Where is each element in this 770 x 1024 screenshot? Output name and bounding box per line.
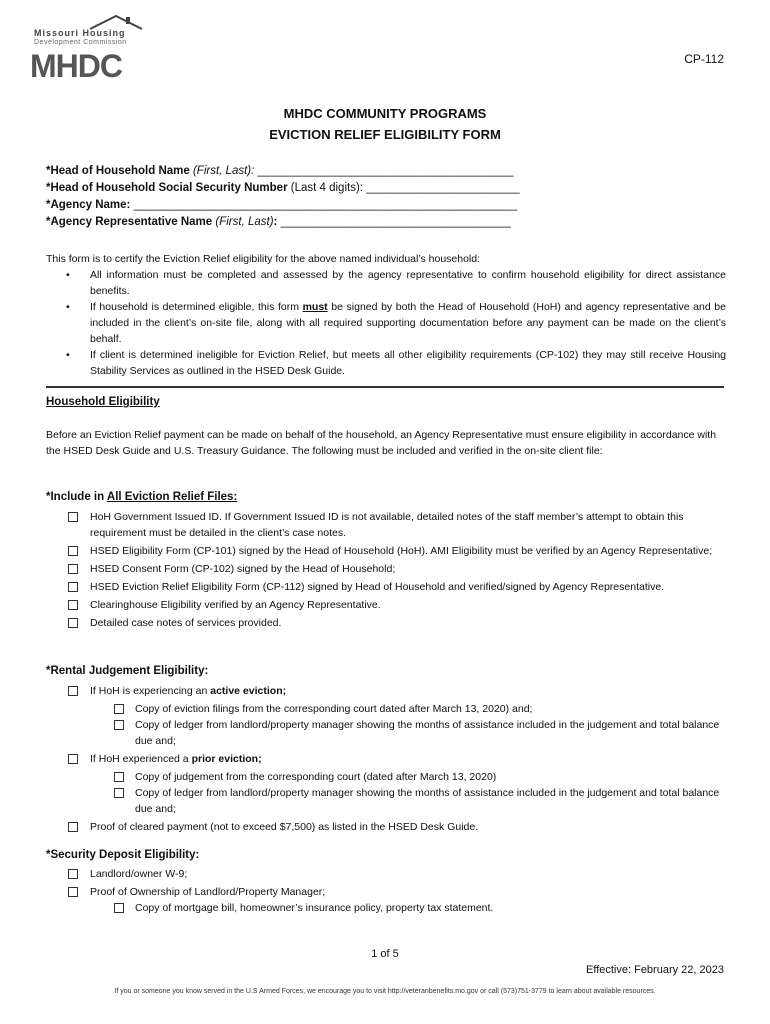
checklist-item[interactable] [46,509,726,541]
ssn-field[interactable] [46,180,520,197]
checklist-item[interactable] [46,597,726,613]
form-number: CP-112 [684,52,724,66]
agency-name-blank[interactable]: ____________________________________________________________ [133,199,518,211]
checklist-item-text: Copy of judgement from the corresponding court (dated after March 13, 2020) [135,771,497,783]
intro-text: This form is to certify the Eviction Relief eligibility for the above named individual’s household: [46,253,481,265]
agency-name-field[interactable] [46,197,520,214]
hoh-name-field[interactable] [46,163,520,180]
ssn-hint: (Last 4 digits): [287,182,367,194]
checkbox-icon[interactable] [68,546,78,556]
security-checklist [46,866,726,916]
checkbox-icon[interactable] [68,600,78,610]
checklist-subitem[interactable] [46,785,726,817]
checklist-item-text: HoH Government Issued ID. If Government Issued ID is not available, detailed notes of the staff member’s attempt to obtain this requirement must be detailed in the client’s case notes. [90,511,684,539]
household-eligibility-heading: Household Eligibility [46,396,160,408]
ssn-blank[interactable]: ________________________ [366,182,520,194]
checkbox-icon[interactable] [68,564,78,574]
bullet-dot-icon: • [66,269,70,281]
intro-bullet [46,299,726,347]
intro-bullets [46,267,726,379]
rep-name-field[interactable] [46,214,520,231]
checklist-item-text: If HoH is experiencing an [90,685,211,697]
checklist-item[interactable] [46,884,726,900]
checkbox-icon[interactable] [68,686,78,696]
checkbox-icon[interactable] [114,903,124,913]
checklist-item-text: Proof of Ownership of Landlord/Property Manager; [90,886,326,898]
security-deposit-heading: *Security Deposit Eligibility: [46,849,200,861]
bullet-dot-icon: • [66,349,70,361]
rep-name-blank[interactable]: ____________________________________ [280,216,511,228]
hoh-name-hint: (First, Last): [189,165,258,177]
checklist-item-text: Copy of ledger from landlord/property manager showing the months of assistance included in the judgement and total balance due and; [135,787,720,815]
bullet-dot-icon: • [66,301,70,313]
checklist-item-text: Clearinghouse Eligibility verified by an Agency Representative. [90,599,381,611]
household-fields [46,163,520,231]
intro-bullet [46,267,726,299]
checkbox-icon[interactable] [68,582,78,592]
checkbox-icon[interactable] [68,754,78,764]
household-eligibility-text: Before an Eviction Relief payment can be made on behalf of the household, an Agency Representative must ensure eligibility in accordance with the HSED Desk Guide and U.S. Treasury Guidance. The following must be included and verified in the on-site client file: [46,429,717,457]
effective-date: Effective: February 22, 2023 [586,964,724,976]
rental-checklist [46,683,726,837]
must-emphasis: must [302,301,328,313]
include-heading-underlined: All Eviction Relief Files: [106,491,238,503]
checkbox-icon[interactable] [114,704,124,714]
checklist-item-text: Copy of eviction filings from the corresponding court dated after March 13, 2020) and; [135,703,533,715]
checklist-item[interactable] [46,579,726,595]
ssn-label: *Head of Household Social Security Number [46,182,288,194]
checklist-item-text: Copy of ledger from landlord/property manager showing the months of assistance included in the judgement and total balance due and; [135,719,720,747]
checkbox-icon[interactable] [68,887,78,897]
checklist-item[interactable] [46,751,726,767]
checklist-item-text: HSED Eviction Relief Eligibility Form (CP-112) signed by Head of Household and verified/signed by Agency Representative. [90,581,665,593]
checklist-item-text: Copy of mortgage bill, homeowner’s insurance policy, property tax statement. [135,902,494,914]
bullet-text: If client is determined ineligible for Eviction Relief, but meets all other eligibility requirements (CP-102) they may still receive Housing Stability Services as outlined in the HSED Desk Guide. [90,349,726,377]
checkbox-icon[interactable] [114,772,124,782]
prior-eviction-emphasis: prior eviction; [191,753,262,765]
bullet-text: All information must be completed and assessed by the agency representative to confirm household eligibility for direct assistance benefits. [90,269,726,297]
checklist-item[interactable] [46,866,726,882]
checklist-item[interactable] [46,561,726,577]
checklist-subitem[interactable] [46,769,726,785]
hoh-name-blank[interactable]: ________________________________________ [257,165,514,177]
rep-name-hint: (First, Last) [212,216,274,228]
page-number: 1 of 5 [371,948,399,960]
checklist-item[interactable] [46,543,726,559]
checkbox-icon[interactable] [114,788,124,798]
rental-judgement-heading: *Rental Judgement Eligibility: [46,665,209,677]
checkbox-icon[interactable] [68,869,78,879]
bullet-text: If household is determined eligible, this form [90,301,303,313]
checklist-subitem[interactable] [46,701,726,717]
logo-line1: Missouri Housing [34,28,126,38]
checklist-item-text: Proof of cleared payment (not to exceed $7,500) as listed in the HSED Desk Guide. [90,821,479,833]
veterans-notice: If you or someone you know served in the U.S Armed Forces, we encourage you to visit http://veteranbenefits.mo.gov or call (573)751-3779 to learn about available resources. [114,988,656,995]
logo-mark: MHDC [30,48,122,84]
include-heading-prefix: *Include in [46,491,107,503]
checkbox-icon[interactable] [68,822,78,832]
active-eviction-emphasis: active eviction; [210,685,287,697]
checkbox-icon[interactable] [68,512,78,522]
include-heading [46,491,237,503]
section-divider [46,386,724,388]
logo-line2: Development Commission [34,39,127,46]
title-line2: EVICTION RELIEF ELIGIBILITY FORM [269,127,501,142]
mhdc-logo [30,12,150,84]
checklist-item[interactable] [46,615,726,631]
checklist-subitem[interactable] [46,900,726,916]
checklist-item[interactable] [46,683,726,699]
include-checklist [46,509,726,633]
checklist-item-text: Detailed case notes of services provided. [90,617,282,629]
intro-bullet [46,347,726,379]
checkbox-icon[interactable] [68,618,78,628]
agency-name-label: *Agency Name: [46,199,134,211]
checklist-item[interactable] [46,819,726,835]
checklist-item-text: HSED Eligibility Form (CP-101) signed by the Head of Household (HoH). AMI Eligibility must be verified by an Agency Representative; [90,545,713,557]
rep-name-colon: : [273,216,281,228]
title-line1: MHDC COMMUNITY PROGRAMS [283,106,487,121]
rep-name-label: *Agency Representative Name [46,216,213,228]
hoh-name-label: *Head of Household Name [46,165,190,177]
checkbox-icon[interactable] [114,720,124,730]
checklist-item-text: HSED Consent Form (CP-102) signed by the Head of Household; [90,563,396,575]
checklist-item-text: If HoH experienced a [90,753,192,765]
checklist-subitem[interactable] [46,717,726,749]
bullet-text: be signed by both the Head of Household (HoH) and agency representative and be included in the client’s on-site file, along with all required supporting documentation before any payment can be made on the client’s behalf. [90,301,726,345]
checklist-item-text: Landlord/owner W-9; [90,868,188,880]
